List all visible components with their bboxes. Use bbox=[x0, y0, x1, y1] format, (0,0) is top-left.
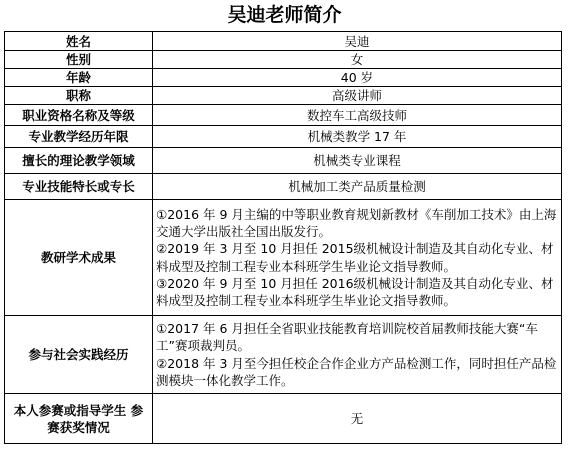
teaching-years-value: 机械类教学 17 年 bbox=[153, 126, 562, 148]
page-title: 吴迪老师简介 bbox=[227, 4, 342, 26]
teaching-years-label: 专业教学经历年限 bbox=[5, 126, 153, 148]
table-row-skill-specialty bbox=[5, 174, 562, 200]
name-label: 姓名 bbox=[5, 32, 153, 51]
table-row-theory-field bbox=[5, 148, 562, 174]
professional-title-label: 职称 bbox=[5, 87, 153, 105]
awards-label-line1: 本人参赛或指导学生 bbox=[13, 402, 127, 418]
gender-label: 性别 bbox=[5, 51, 153, 69]
practice-value bbox=[153, 316, 562, 394]
research-item-1: ①2016 年 9 月主编的中等职业教育规划新教材《车削加工技术》由上海交通大学出版社全国出版发行。 bbox=[156, 206, 557, 239]
theory-field-value: 机械类专业课程 bbox=[153, 148, 562, 174]
awards-label bbox=[5, 394, 153, 444]
gender-value: 女 bbox=[153, 51, 562, 69]
professional-title-value: 高级讲师 bbox=[153, 87, 562, 105]
table-row-gender bbox=[5, 51, 562, 69]
table-row-age bbox=[5, 69, 562, 87]
age-label: 年龄 bbox=[5, 69, 153, 87]
skill-specialty-label: 专业技能特长或专长 bbox=[5, 174, 153, 200]
table-row-research bbox=[5, 200, 562, 316]
research-item-2: ②2019 年 3 月至 10 月担任 2015级机械设计制造及其自动化专业、材料成型及控制工程专业本科班学生毕业论文指导教师。 bbox=[156, 241, 554, 274]
table-row-teaching-years bbox=[5, 126, 562, 148]
table-row-title bbox=[5, 87, 562, 105]
table-row-qualification bbox=[5, 105, 562, 126]
table-row-awards bbox=[5, 394, 562, 444]
awards-label-line2: 参赛获奖情况 bbox=[47, 402, 144, 435]
research-label: 教研学术成果 bbox=[5, 200, 153, 316]
qualification-value: 数控车工高级技师 bbox=[153, 105, 562, 126]
age-value: 40 岁 bbox=[153, 69, 562, 87]
profile-table bbox=[4, 31, 562, 444]
practice-label: 参与社会实践经历 bbox=[5, 316, 153, 394]
name-value: 吴迪 bbox=[153, 32, 562, 51]
practice-item-2: ②2018 年 3 月至今担任校企合作企业方产品检测工作，同时担任产品检测模块一体化教学工作。 bbox=[156, 355, 557, 388]
practice-item-1: ①2017 年 6 月担任全省职业技能教育培训院校首届教师技能大赛“车工”赛项裁判员。 bbox=[156, 320, 538, 354]
theory-field-label: 擅长的理论教学领域 bbox=[5, 148, 153, 174]
table-row-practice bbox=[5, 316, 562, 394]
awards-value: 无 bbox=[153, 394, 562, 444]
qualification-label: 职业资格名称及等级 bbox=[5, 105, 153, 126]
table-row-name bbox=[5, 32, 562, 51]
research-item-3: ③2020 年 9 月至 10 月担任 2016级机械设计制造及其自动化专业、材料成型及控制工程专业本科班学生毕业论文指导教师。 bbox=[156, 275, 554, 309]
research-value bbox=[153, 200, 562, 316]
skill-specialty-value: 机械加工类产品质量检测 bbox=[153, 174, 562, 200]
